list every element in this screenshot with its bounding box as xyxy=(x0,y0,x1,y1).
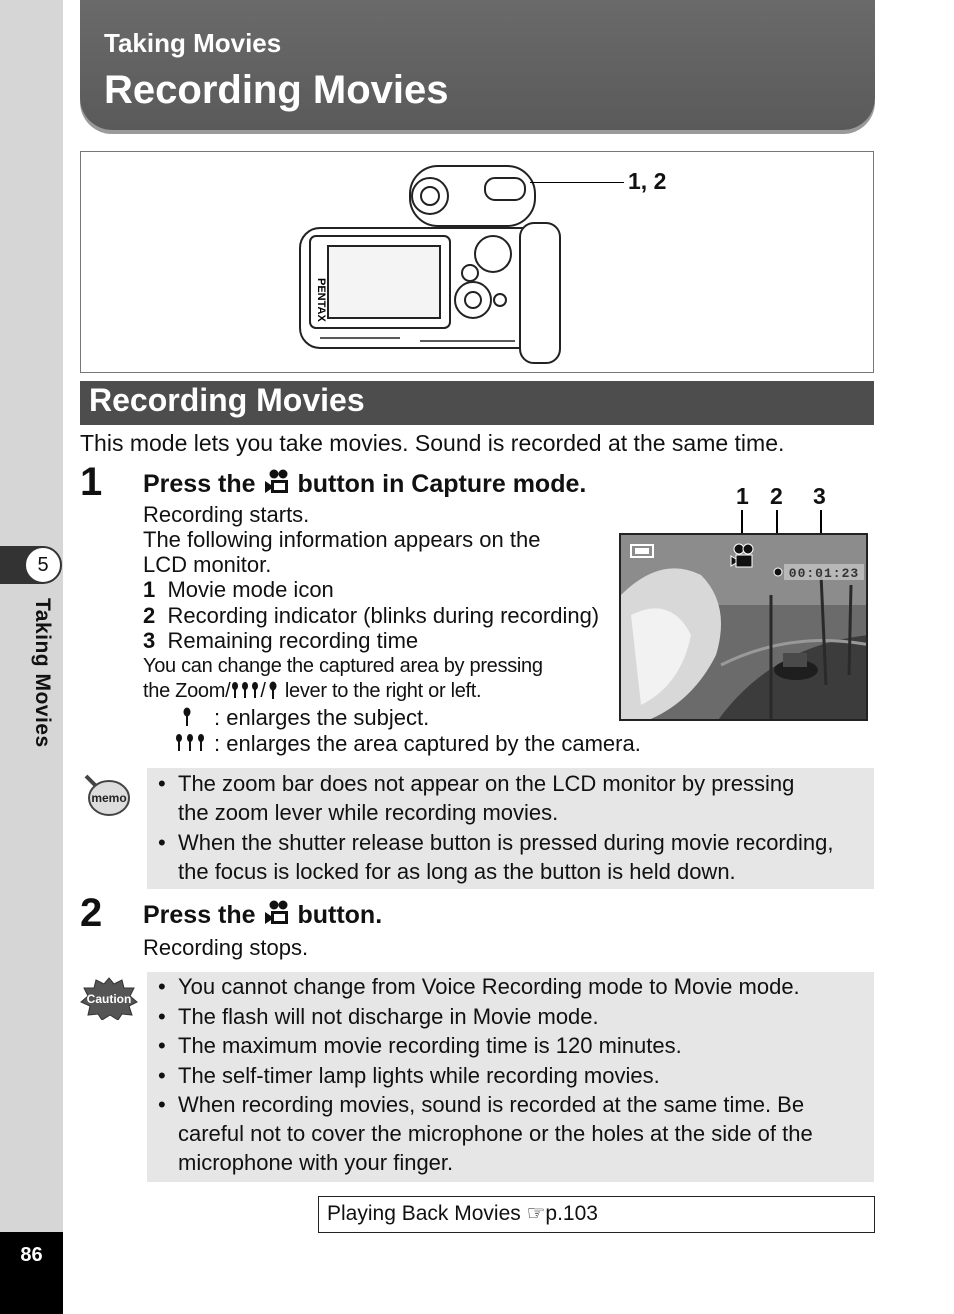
caution-line: The self-timer lamp lights while recording movies. xyxy=(178,1063,660,1088)
info-item-1 xyxy=(143,577,334,602)
caution-item-4: • The self-timer lamp lights while recording movies. xyxy=(158,1063,660,1088)
zoom-line-2 xyxy=(143,679,481,704)
step-2-number: 2 xyxy=(80,891,103,935)
memo-item-1: • The zoom bar does not appear on the LCD monitor by pressing the zoom lever while recording movies. xyxy=(158,771,795,825)
info-item-text: Recording indicator (blinks during recording) xyxy=(167,603,600,628)
tele-desc: : enlarges the subject. xyxy=(214,705,430,730)
camera-brand: PENTAX xyxy=(315,278,327,322)
info-item-num: 2 xyxy=(143,603,156,628)
caution-icon-label: Caution xyxy=(86,992,132,1006)
memo-line: the zoom lever while recording movies. xyxy=(178,800,559,825)
step-1-line-1: Recording starts. xyxy=(143,502,310,527)
memo-icon xyxy=(82,774,132,818)
caution-line: The flash will not discharge in Movie mode. xyxy=(178,1004,599,1029)
step-1-line-3: LCD monitor. xyxy=(143,552,272,577)
info-item-2 xyxy=(143,603,599,628)
tele-icon xyxy=(180,707,194,727)
caution-icon xyxy=(80,976,138,1020)
figure-callout: 1, 2 xyxy=(628,168,667,194)
info-item-3 xyxy=(143,628,418,653)
memo-line: When the shutter release button is pressed during movie recording, xyxy=(178,830,834,855)
step-2-head-pre: Press the xyxy=(143,901,263,929)
wide-icon xyxy=(230,681,260,699)
reference-page: p.103 xyxy=(545,1202,598,1225)
zoom-line-1: You can change the captured area by pressing xyxy=(143,655,543,677)
intro-text: This mode lets you take movies. Sound is recorded at the same time. xyxy=(80,430,785,456)
reference-link[interactable] xyxy=(327,1201,598,1226)
lcd-label-3: 3 xyxy=(813,483,826,509)
caution-line: You cannot change from Voice Recording mode to Movie mode. xyxy=(178,974,800,999)
chapter-label: Taking Movies xyxy=(31,598,54,748)
step-1-head-pre: Press the xyxy=(143,470,263,498)
zoom-text-mid: / xyxy=(260,680,266,702)
lcd-monitor xyxy=(619,533,868,721)
lcd-scene xyxy=(621,535,868,721)
info-item-text: Movie mode icon xyxy=(167,577,334,602)
zoom-text-pre: the Zoom/ xyxy=(143,680,231,702)
wide-desc: : enlarges the area captured by the camera. xyxy=(214,731,641,756)
info-item-num: 1 xyxy=(143,577,156,602)
step-1-heading xyxy=(143,469,586,499)
tele-icon xyxy=(266,681,280,699)
step-2-head-post: button. xyxy=(290,901,383,929)
chapter-number: 5 xyxy=(24,546,62,584)
caution-item-2: • The flash will not discharge in Movie mode. xyxy=(158,1004,599,1029)
reference-text: Playing Back Movies xyxy=(327,1202,527,1225)
step-1-number: 1 xyxy=(80,460,103,504)
movie-icon xyxy=(263,469,291,495)
lcd-label-2: 2 xyxy=(770,483,783,509)
caution-line: The maximum movie recording time is 120 minutes. xyxy=(178,1033,682,1058)
wide-row xyxy=(174,731,641,756)
memo-line: The zoom bar does not appear on the LCD monitor by pressing xyxy=(178,771,795,796)
zoom-text-post: lever to the right or left. xyxy=(279,680,482,702)
memo-icon-label: memo xyxy=(91,791,127,805)
page-number: 86 xyxy=(20,1244,43,1266)
wide-icon xyxy=(174,733,206,753)
header-title: Recording Movies xyxy=(104,68,449,112)
caution-line: careful not to cover the microphone or the holes at the side of the xyxy=(178,1121,813,1146)
step-1-head-post: button in Capture mode. xyxy=(290,470,587,498)
tele-row xyxy=(180,705,429,730)
info-item-text: Remaining recording time xyxy=(167,628,419,653)
caution-line: microphone with your finger. xyxy=(178,1150,454,1175)
caution-item-3: • The maximum movie recording time is 120 minutes. xyxy=(158,1033,682,1058)
header-subtitle: Taking Movies xyxy=(104,28,282,58)
step-2-line-1: Recording stops. xyxy=(143,935,309,960)
caution-item-5: • When recording movies, sound is recorded at the same time. Be careful not to cover the microphone or the holes at the side of the microphone with your finger. xyxy=(158,1092,813,1175)
movie-icon xyxy=(263,900,291,926)
memo-line: the focus is locked for as long as the button is held down. xyxy=(178,859,736,884)
step-2-heading xyxy=(143,900,382,930)
section-title: Recording Movies xyxy=(89,382,365,418)
step-1-line-2: The following information appears on the xyxy=(143,527,541,552)
callout-leader xyxy=(530,182,624,183)
camera-illustration xyxy=(280,158,570,368)
lcd-time: 00:01:23 xyxy=(788,566,860,581)
reference-hand-icon: ☞ xyxy=(526,1202,546,1225)
caution-item-1: • You cannot change from Voice Recording mode to Movie mode. xyxy=(158,974,800,999)
memo-item-2: • When the shutter release button is pressed during movie recording, the focus is locked for as long as the button is held down. xyxy=(158,830,834,884)
caution-line: When recording movies, sound is recorded at the same time. Be xyxy=(178,1092,805,1117)
info-item-num: 3 xyxy=(143,628,156,653)
lcd-label-1: 1 xyxy=(736,483,749,509)
